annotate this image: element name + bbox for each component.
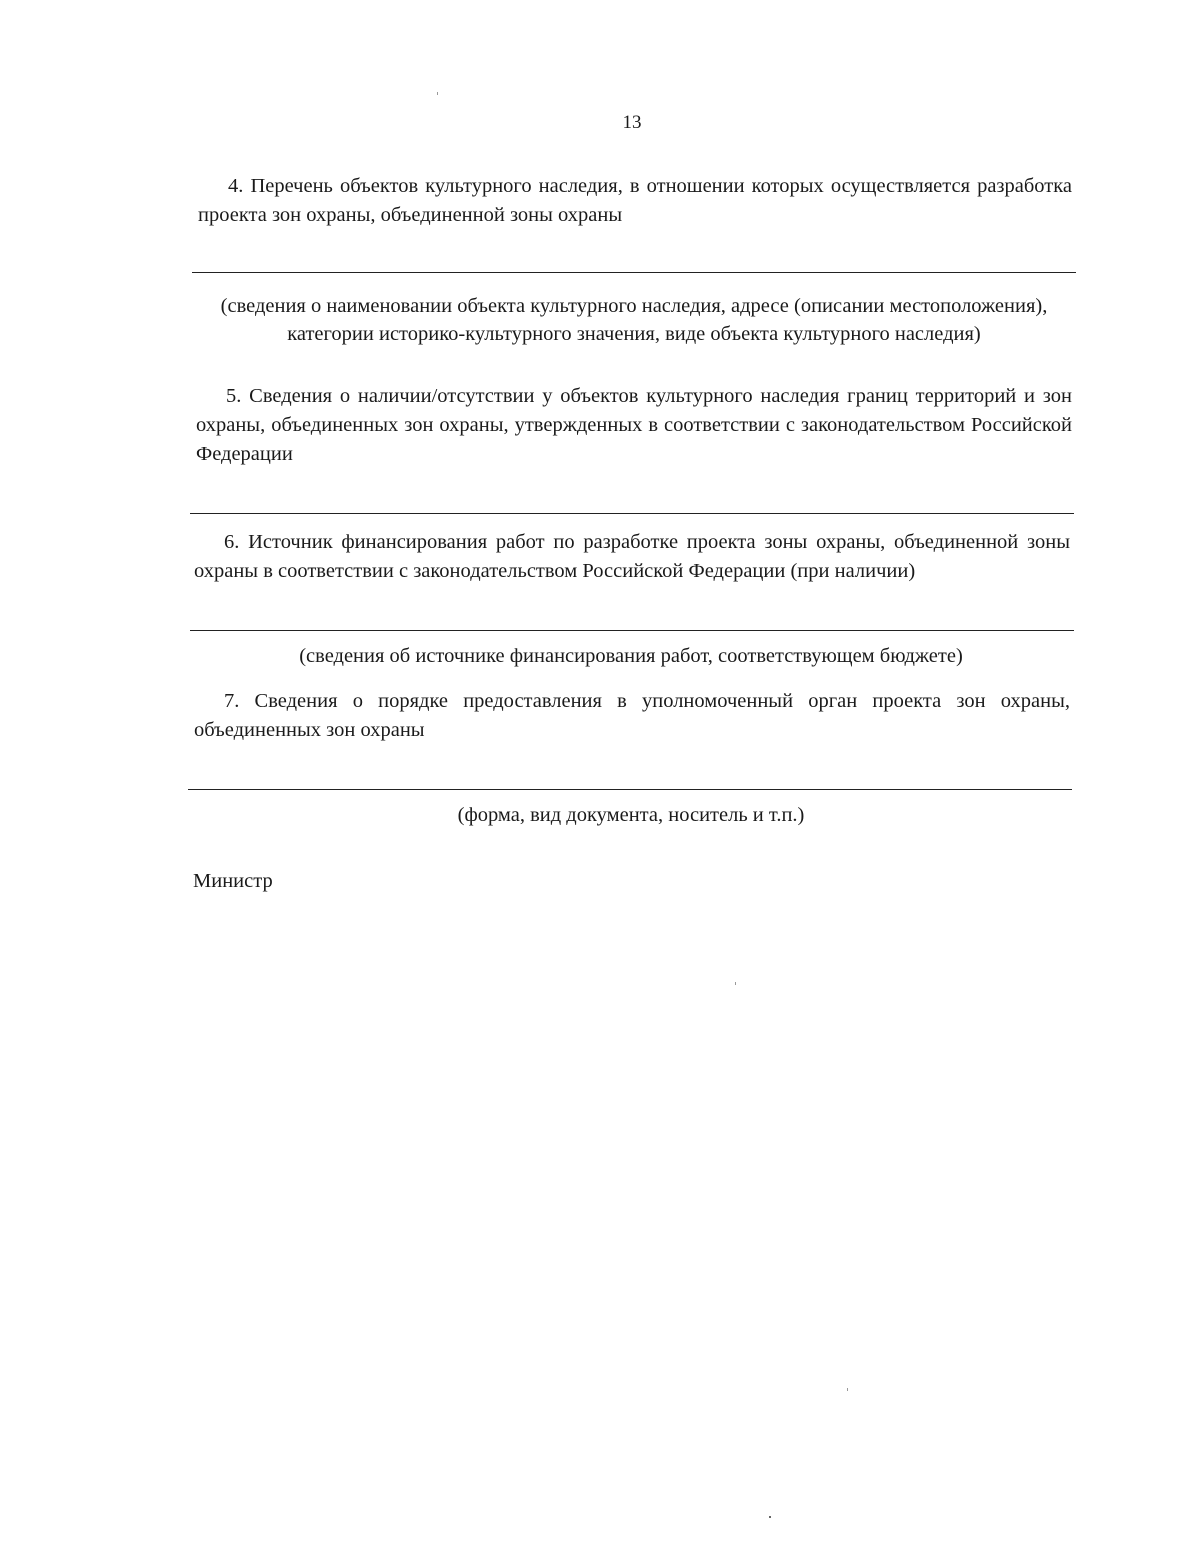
scan-speck <box>437 92 438 95</box>
scan-speck <box>735 982 736 985</box>
section-4-fill-line <box>192 272 1076 273</box>
section-5-text: 5. Сведения о наличии/отсутствии у объектов культурного наследия границ территорий и зон охраны, объединенных зон охраны, утвержденных в соответствии с законодательством Российской Федерации <box>196 385 1072 465</box>
scan-speck <box>769 1516 771 1518</box>
section-4-text: 4. Перечень объектов культурного наследия, в отношении которых осуществляется разработка проекта зон охраны, объединенной зоны охраны <box>198 175 1072 226</box>
section-5-fill-line <box>190 513 1074 514</box>
section-6-fill-line <box>190 630 1074 631</box>
signature-title: Министр <box>193 870 273 892</box>
section-7-caption: (форма, вид документа, носитель и т.п.) <box>457 804 805 826</box>
section-6-caption: (сведения об источнике финансирования работ, соответствующем бюджете) <box>299 645 963 667</box>
section-7-fill-line <box>188 789 1072 790</box>
section-4-caption: (сведения о наименовании объекта культурного наследия, адресе (описании местоположения), категории историко-культурного значения, виде объекта культурного наследия) <box>220 295 1048 345</box>
page-number: 13 <box>622 112 642 133</box>
section-6-text: 6. Источник финансирования работ по разработке проекта зоны охраны, объединенной зоны охраны в соответствии с законодательством Российской Федерации (при наличии) <box>194 531 1070 582</box>
scan-speck <box>847 1388 848 1391</box>
section-7-text: 7. Сведения о порядке предоставления в уполномоченный орган проекта зон охраны, объединенных зон охраны <box>194 690 1070 741</box>
